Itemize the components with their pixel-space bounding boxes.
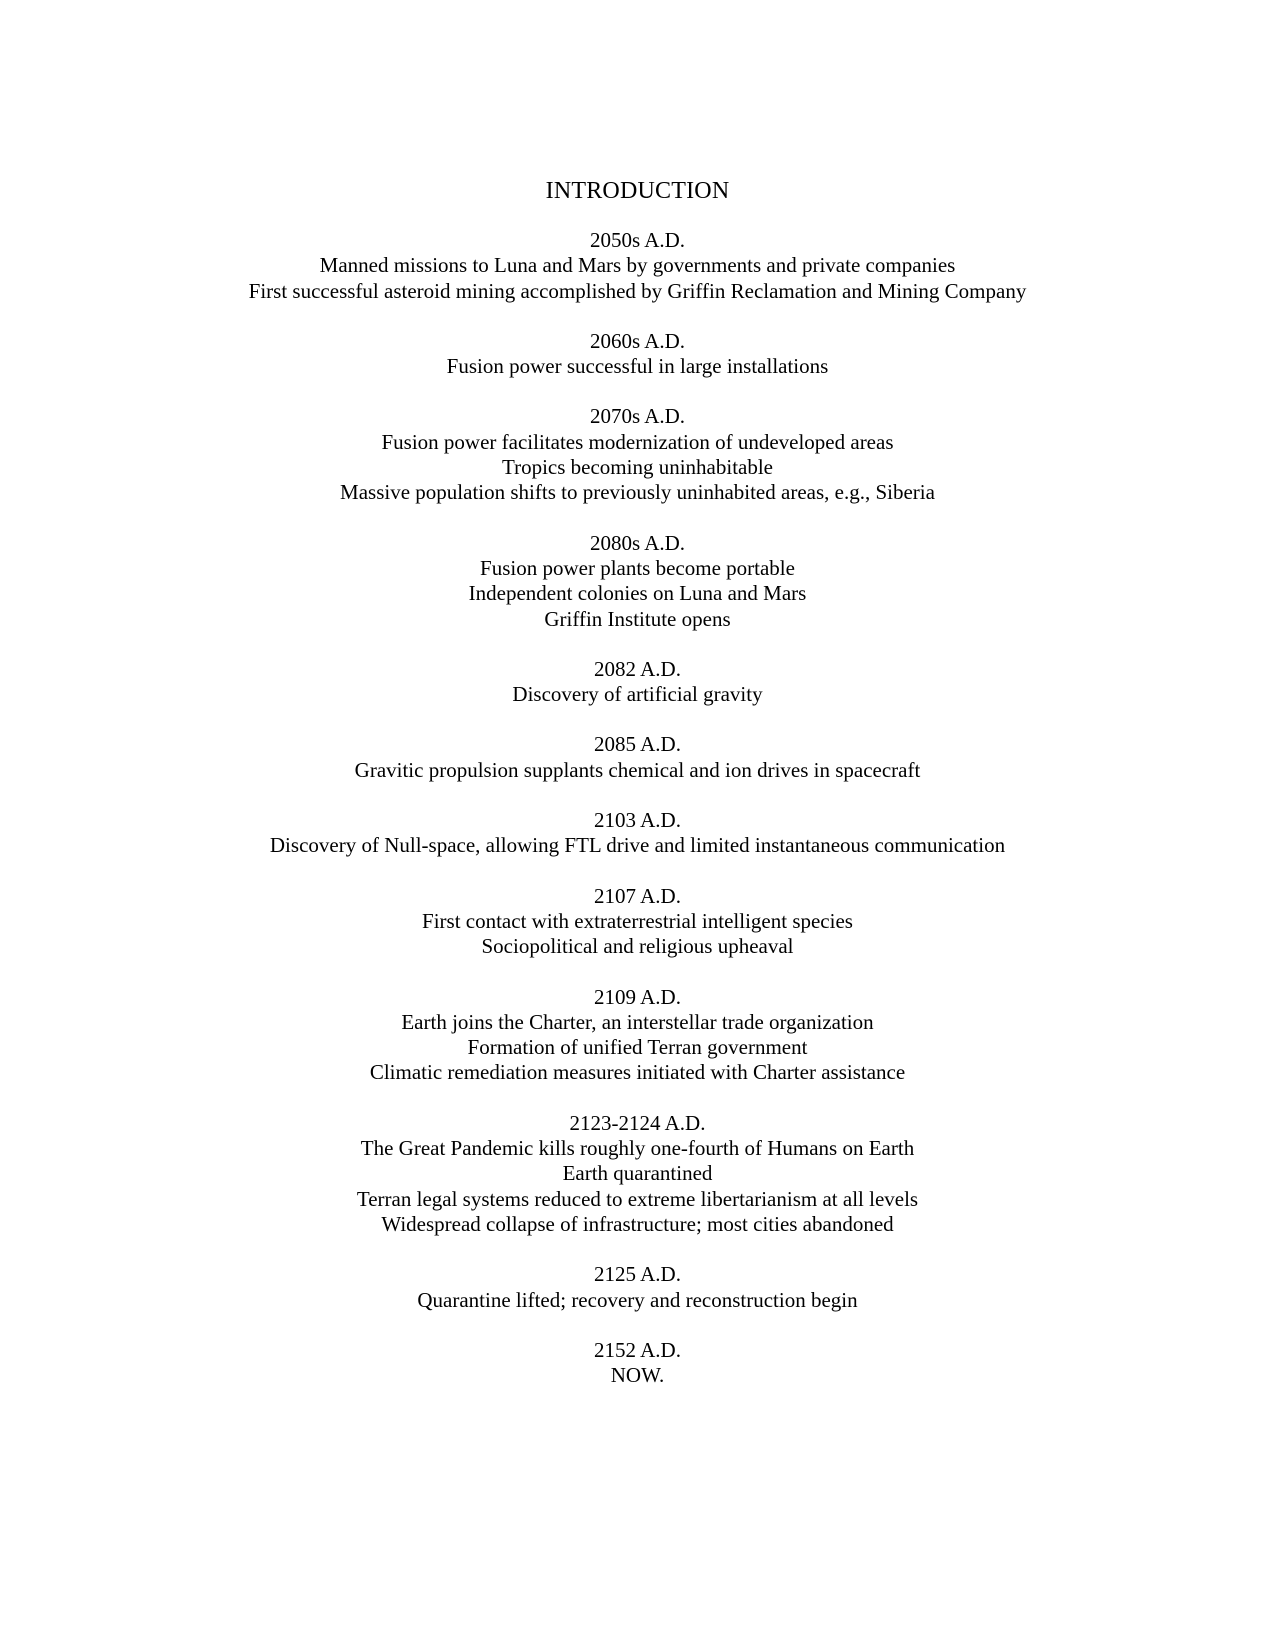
timeline-entry — [0, 985, 1275, 1086]
entry-date: 2125 A.D. — [594, 1262, 681, 1287]
entry-event: Terran legal systems reduced to extreme libertarianism at all levels — [356, 1186, 919, 1211]
timeline-entry — [0, 228, 1275, 304]
timeline-entry — [0, 329, 1275, 380]
entry-event: Discovery of artificial gravity — [512, 682, 763, 707]
timeline-entry — [0, 1111, 1275, 1237]
entry-event: Gravitic propulsion supplants chemical and ion drives in spacecraft — [354, 757, 921, 782]
entry-event: Tropics becoming uninhabitable — [501, 455, 774, 480]
entry-event: Quarantine lifted; recovery and reconstruction begin — [417, 1287, 858, 1312]
entry-event: Independent colonies on Luna and Mars — [468, 581, 807, 606]
entry-event: Fusion power facilitates modernization of undeveloped areas — [381, 429, 894, 454]
entry-date: 2070s A.D. — [589, 404, 686, 429]
timeline-entry — [0, 1262, 1275, 1313]
timeline-entry — [0, 884, 1275, 960]
page-title: INTRODUCTION — [545, 178, 730, 204]
entry-event: NOW. — [610, 1363, 665, 1388]
timeline-entry — [0, 808, 1275, 859]
timeline — [0, 228, 1275, 1413]
entry-event: Widespread collapse of infrastructure; most cities abandoned — [381, 1211, 894, 1236]
entry-date: 2085 A.D. — [594, 732, 681, 757]
entry-event: Sociopolitical and religious upheaval — [481, 934, 794, 959]
entry-date: 2107 A.D. — [594, 883, 681, 908]
entry-date: 2060s A.D. — [589, 328, 686, 353]
timeline-entry — [0, 1338, 1275, 1389]
entry-event: Griffin Institute opens — [544, 606, 731, 631]
entry-event: The Great Pandemic kills roughly one-fourth of Humans on Earth — [360, 1136, 915, 1161]
entry-date: 2123-2124 A.D. — [569, 1110, 706, 1135]
timeline-entry — [0, 732, 1275, 783]
entry-event: Fusion power plants become portable — [480, 555, 795, 580]
entry-event: Discovery of Null-space, allowing FTL drive and limited instantaneous communication — [269, 833, 1006, 858]
entry-date: 2050s A.D. — [589, 228, 686, 252]
entry-event: Fusion power successful in large installations — [446, 354, 829, 379]
entry-event: First contact with extraterrestrial intelligent species — [422, 908, 853, 933]
entry-event: Manned missions to Luna and Mars by governments and private companies — [319, 253, 956, 278]
entry-event: Massive population shifts to previously uninhabited areas, e.g., Siberia — [340, 480, 935, 505]
entry-date: 2103 A.D. — [594, 808, 681, 833]
entry-event: Climatic remediation measures initiated with Charter assistance — [369, 1060, 906, 1085]
timeline-entry — [0, 657, 1275, 708]
entry-date: 2080s A.D. — [589, 530, 686, 555]
entry-date: 2109 A.D. — [594, 984, 681, 1009]
entry-event: Earth joins the Charter, an interstellar trade organization — [401, 1009, 874, 1034]
entry-date: 2152 A.D. — [594, 1337, 681, 1362]
entry-event: Formation of unified Terran government — [467, 1035, 808, 1060]
entry-event: First successful asteroid mining accomplished by Griffin Reclamation and Mining Company — [248, 278, 1027, 303]
timeline-entry — [0, 531, 1275, 632]
entry-event: Earth quarantined — [562, 1161, 713, 1186]
timeline-entry — [0, 404, 1275, 505]
entry-date: 2082 A.D. — [594, 656, 681, 681]
